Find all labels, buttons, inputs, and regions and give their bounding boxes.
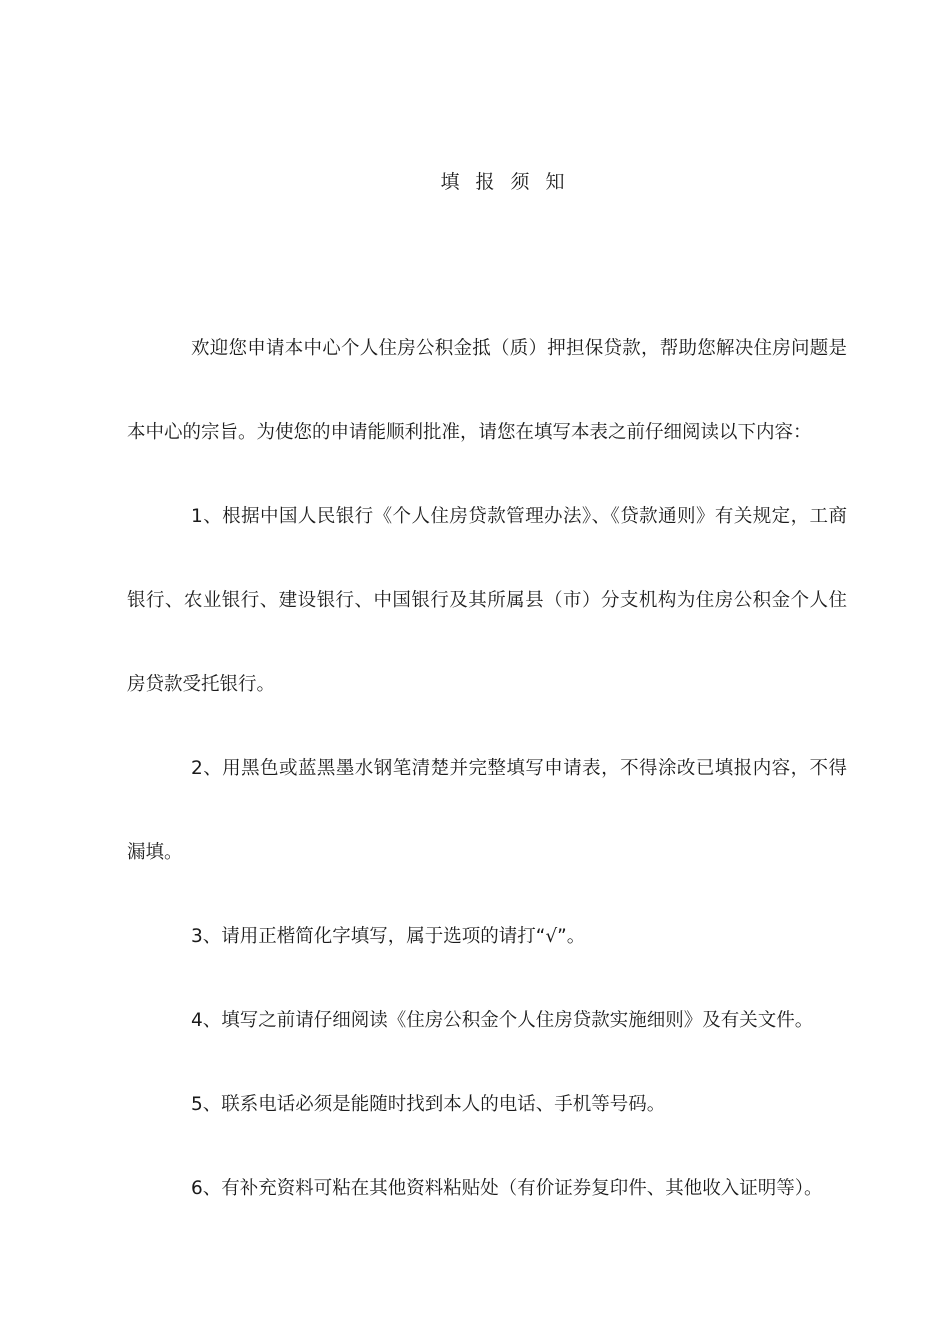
rule-4-paragraph: 4、填写之前请仔细阅读《住房公积金个人住房贷款实施细则》及有关文件。 [191, 1010, 814, 1031]
document-body [127, 307, 847, 1231]
rule-1-paragraph: 1、根据中国人民银行《个人住房贷款管理办法》、《贷款通则》有关规定，工商银行、农业银行、建设银行、中国银行及其所属县（市）分支机构为住房公积金个人住房贷款受托银行。 [127, 506, 847, 695]
intro-paragraph: 欢迎您申请本中心个人住房公积金抵（质）押担保贷款，帮助您解决住房问题是本中心的宗旨。为使您的申请能顺利批准，请您在填写本表之前仔细阅读以下内容： [127, 338, 847, 443]
rule-3-paragraph: 3、请用正楷简化字填写，属于选项的请打“√”。 [191, 926, 586, 947]
rule-2-paragraph: 2、用黑色或蓝黑墨水钢笔清楚并完整填写申请表，不得涂改已填报内容，不得漏填。 [127, 758, 847, 863]
document-title: 填 报 须 知 [440, 171, 570, 193]
rule-5-paragraph: 5、联系电话必须是能随时找到本人的电话、手机等号码。 [191, 1094, 666, 1115]
rule-6-paragraph: 6、有补充资料可粘在其他资料粘贴处（有价证券复印件、其他收入证明等）。 [191, 1178, 823, 1199]
